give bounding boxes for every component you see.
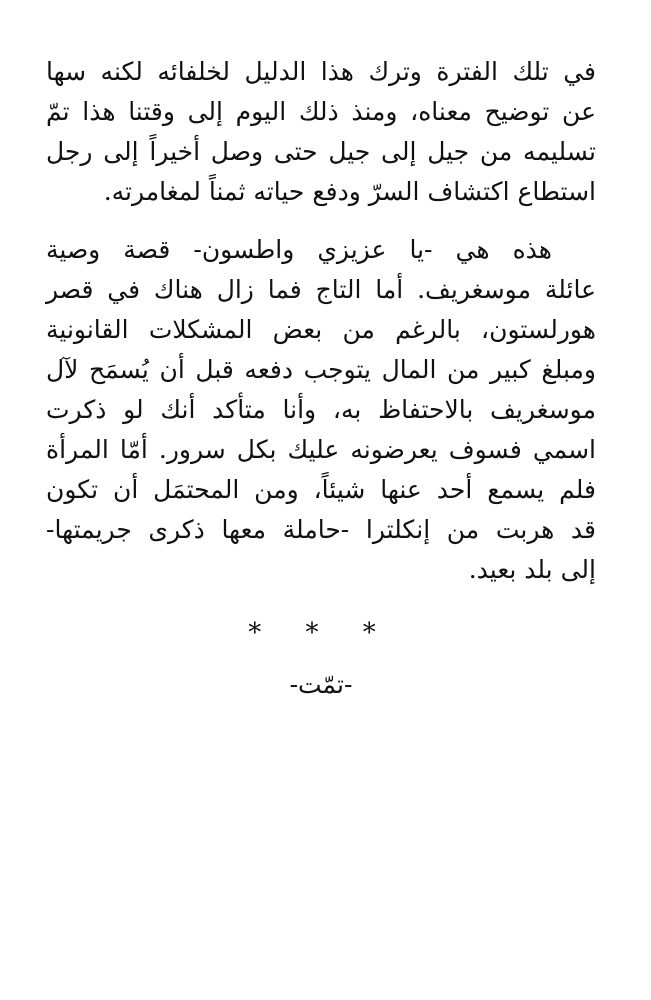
text-line: قد هربت من إنكلترا -حاملة معها ذكرى جريمتها-	[46, 515, 596, 544]
text-line: استطاع اكتشاف السرّ ودفع حياته ثمناً لمغامرته.	[103, 177, 596, 206]
text-line: عائلة موسغريف. أما التاج فما زال هناك في قصر	[46, 275, 596, 304]
text-line: فلم يسمع أحد عنها شيئاً، ومن المحتمَل أن تكون	[46, 475, 596, 504]
text-line: موسغريف بالاحتفاظ به، وأنا متأكد أنك لو ذكرت	[46, 395, 596, 424]
section-separator: * * *	[248, 618, 394, 648]
end-mark: -تمّت-	[289, 670, 353, 699]
text-line: هذه هي -يا عزيزي واطسون- قصة وصية	[46, 235, 552, 264]
text-line: تسليمه من جيل إلى جيل حتى وصل أخيراً إلى رجل	[46, 137, 596, 166]
text-line: إلى بلد بعيد.	[468, 555, 596, 584]
text-line: هورلستون، بالرغم من بعض المشكلات القانونية	[46, 315, 596, 344]
text-line: في تلك الفترة وترك هذا الدليل لخلفائه لكنه سها	[46, 57, 596, 86]
text-line: عن توضيح معناه، ومنذ ذلك اليوم إلى وقتنا هذا تمّ	[46, 97, 596, 126]
book-page	[46, 52, 596, 702]
text-line: ومبلغ كبير من المال يتوجب دفعه قبل أن يُسمَح لآل	[46, 355, 596, 384]
paragraph-2	[46, 230, 596, 590]
text-line: اسمي فسوف يعرضونه عليك بكل سرور. أمّا المرأة	[46, 435, 596, 464]
paragraph-1	[46, 52, 596, 212]
